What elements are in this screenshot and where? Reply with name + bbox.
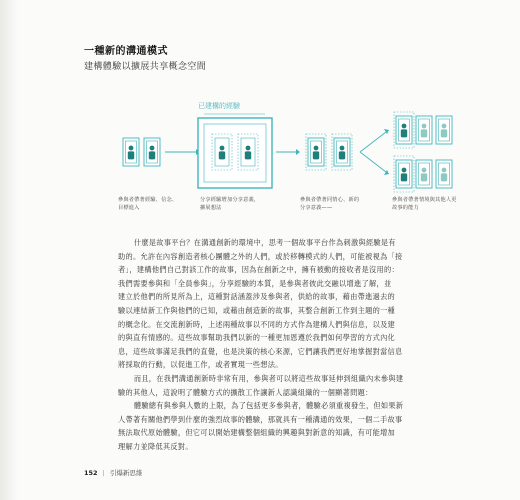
caption-step-2: 分享經驗增加分享意義， 擴展想法 (200, 197, 260, 211)
paragraph-1-line: 者」，建構他們自己對該工作的故事，因為在創新之中，擁有被動的接收者是沒用的： (118, 265, 399, 275)
caption-step-4: 參與者帶著情境與其他人更 故事的能力 (392, 197, 457, 211)
section-subtitle: 建構體驗以擴展共享概念空間 (84, 62, 207, 72)
paragraph-3-line: 體驗總有與參與人數的上限，為了包括更多參與者，體驗必須重複發生，但如果新 (133, 401, 404, 411)
paragraph-2-line: 而且，在我們溝通創新時非常有用，參與者可以將這些故事延伸到組織內未參與建 (133, 373, 404, 383)
paragraph-1-line: 我們需要參與和「全員參與」，分享經驗的本質，是參與者彼此交融以增進了解，並 (118, 278, 392, 288)
paragraph-1-line: 什麼是故事平台？在溝通創新的環境中，思考一個故事平台作為刺激與經驗是有 (133, 238, 396, 247)
paragraph-1-line: 的概念化。在交流創新時，上述兩種故事以不同的方式作為建構人們與信息，以及建 (118, 319, 396, 329)
caption-step-1: 參與者帶著經驗、信念、 目標進入 (118, 197, 178, 211)
paragraph-1-line: 驗以連結新工作與他們的已知，或藉由創造新的故事，其整合創新工作到主題的一種 (118, 305, 396, 315)
caption-step-3: 參與者帶著同情心、新的 分享意義—— (300, 197, 360, 211)
page-number: 152 (84, 469, 98, 477)
participants-entering (123, 138, 160, 166)
paragraph-1-line: 的與直有情感的。這些故事幫助我們以新的一種更加恩遵於我們如何學習的方式內化 (118, 333, 396, 343)
participants-spread (394, 112, 452, 192)
paragraph-1-line: 助的。允許在內容創造者核心團體之外的人們，或於移轉模式的人們，可能被視為「接 (118, 251, 403, 261)
paragraph-1-line: 建立於他們的所見所為上，這種對話涵蓋涉及參與者，供給的故事，藉由帶進過去的 (118, 292, 396, 302)
footer-separator: | (102, 469, 105, 477)
flow-arrow-2 (276, 149, 300, 155)
flow-arrow-split (360, 129, 389, 175)
paragraph-3-line: 無法取代原始體驗，但它可以開始建構整個組織的興趣與對新意的知識，有可能增加 (118, 428, 396, 438)
built-experience-frame (198, 114, 272, 188)
built-experience-label: 已建構的經驗 (198, 102, 240, 110)
participants-leaving (306, 134, 352, 170)
paragraph-1-line: 將採取的行動，以促進工作，或者實現一些想法。 (118, 360, 283, 370)
flow-arrow-1 (165, 149, 200, 155)
paragraph-3-line: 理解力並降低其反對。 (118, 441, 193, 451)
paragraph-2-line: 驗的其他人，這說明了體驗方式的擴散工作讓新人認識組織的一個顯著問題： (118, 387, 373, 397)
paragraph-3-line: 人帶著有關他們學到什麼的強烈故事的體驗，那就具有一種溝通的效果，一個二手故事 (118, 414, 403, 424)
paragraph-1-line: 息，這些故事滿足我們的直覺，也是決策的核心來源，它們讓我們更好地掌握對當信息 (118, 346, 403, 356)
section-title: 一種新的溝通模式 (84, 46, 168, 57)
page-footer (84, 468, 142, 477)
book-title: 引爆新思維 (109, 469, 143, 477)
body-text (118, 236, 458, 454)
